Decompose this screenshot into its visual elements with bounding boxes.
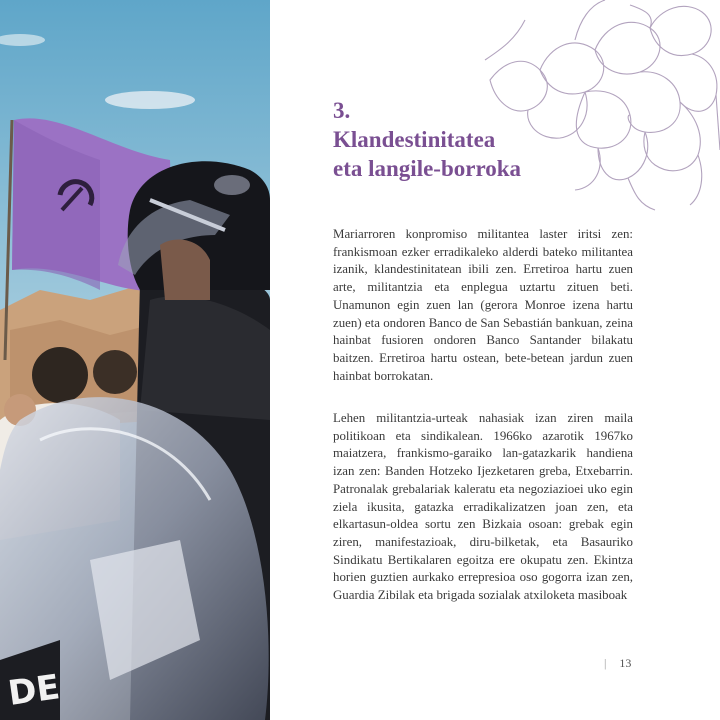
footer-separator: |: [604, 656, 607, 670]
body-paragraph-2: Lehen militantzia-urteak nahasiak izan ziren maila politikoan eta sindikalean. 1966ko azarotik 1967ko maiatzera, frankismo-garaiko lan-gatazkarik handiena izan zen: Banden Hotzeko Ijezketaren greba, Etxebarrin. Patronalak grebalariak kaleratu eta negoziazioei uko egin ziela ikusita, gatazka erradikalizatzen joan zen, eta elkartasun-oldea sortu zen Bizkaia osoan: grebak egin ziren, manifestazioak, diru-bilketak, eta Basauriko Sindikatu Bertikalaren egoitza ere okupatu zen. Ekintza horien guztien aurkako errepresioa oso gogorra izan zen, Guardia Zibilak eta brigada sozialak atxiloketa masiboak: [333, 411, 633, 603]
protest-photo: [0, 0, 270, 720]
chapter-title-line1: Klandestinitatea: [333, 127, 496, 152]
page-footer: [604, 656, 631, 671]
svg-text:DE: DE: [5, 667, 63, 714]
chapter-heading: [333, 96, 521, 183]
chapter-number: 3.: [333, 98, 351, 123]
page-number: 13: [619, 656, 632, 670]
body-paragraph-1: Mariarroren konpromiso militantea laster iritsi zen: frankismoan ezker erradikaleko alderdi bateko militantea izanik, klandestinitatean ibili zen. Erretiroa hartu zuen arte, militantzia eta enplegua uztartu zituen beti. Unamunon egin zuen lan (gerora Monroe izena hartu zuen) eta ondoren Banco de San Sebastián bankuan, zeina hainbat fusioren ondoren Banco Santander bilakatu baitzen. Erretiroa hartu ostean, bete-betean jardun zuen hainbat borrokatan.: [333, 227, 633, 383]
chapter-title-line2: eta langile-borroka: [333, 156, 522, 181]
